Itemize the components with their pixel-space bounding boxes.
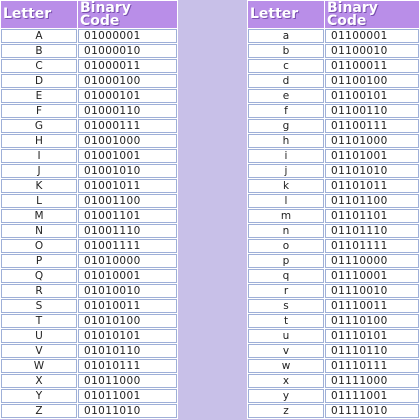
letter-cell: U <box>1 329 77 343</box>
binary-code-cell: 01111000 <box>325 374 419 388</box>
letter-cell: t <box>248 314 324 328</box>
binary-code-cell: 01101000 <box>325 134 419 148</box>
binary-code-cell: 01101001 <box>325 149 419 163</box>
binary-code-cell: 01100001 <box>325 29 419 43</box>
letter-cell: F <box>1 104 77 118</box>
binary-code-cell: 01101110 <box>325 224 419 238</box>
binary-code-cell: 01001010 <box>78 164 177 178</box>
binary-code-cell: 01000010 <box>78 44 177 58</box>
binary-code-cell: 01001000 <box>78 134 177 148</box>
table-divider <box>178 0 247 420</box>
letter-cell: E <box>1 89 77 103</box>
binary-code-cell: 01010110 <box>78 344 177 358</box>
letter-cell: x <box>248 374 324 388</box>
binary-code-cell: 01110011 <box>325 299 419 313</box>
letter-cell: m <box>248 209 324 223</box>
table-header-row <box>248 1 419 28</box>
letter-cell: Z <box>1 404 77 418</box>
binary-code-cell: 01110001 <box>325 269 419 283</box>
binary-code-cell: 01110110 <box>325 344 419 358</box>
table-row <box>1 239 177 253</box>
table-row <box>1 89 177 103</box>
table-row <box>248 329 419 343</box>
table-row <box>1 359 177 373</box>
letter-cell: e <box>248 89 324 103</box>
table-row <box>1 269 177 283</box>
table-row <box>248 149 419 163</box>
binary-code-cell: 01100110 <box>325 104 419 118</box>
letter-cell: L <box>1 194 77 208</box>
binary-code-cell: 01001001 <box>78 149 177 163</box>
table-row <box>248 179 419 193</box>
binary-code-cell: 01111001 <box>325 389 419 403</box>
letter-cell: s <box>248 299 324 313</box>
letter-cell: l <box>248 194 324 208</box>
letter-cell: N <box>1 224 77 238</box>
letter-column-header: Letter <box>1 1 77 28</box>
table-row <box>1 389 177 403</box>
letter-cell: a <box>248 29 324 43</box>
binary-code-cell: 01001100 <box>78 194 177 208</box>
table-row <box>1 344 177 358</box>
binary-code-cell: 01011001 <box>78 389 177 403</box>
letter-cell: J <box>1 164 77 178</box>
table-row <box>248 29 419 43</box>
letter-column-header: Letter <box>248 1 324 28</box>
binary-code-cell: 01001110 <box>78 224 177 238</box>
table-row <box>1 404 177 418</box>
binary-code-cell: 01001111 <box>78 239 177 253</box>
table-row <box>1 134 177 148</box>
table-row <box>1 194 177 208</box>
letter-cell: i <box>248 149 324 163</box>
binary-code-cell: 01101011 <box>325 179 419 193</box>
table-row <box>248 74 419 88</box>
letter-cell: j <box>248 164 324 178</box>
letter-cell: S <box>1 299 77 313</box>
letter-cell: r <box>248 284 324 298</box>
table-row <box>248 314 419 328</box>
binary-code-cell: 01110101 <box>325 329 419 343</box>
binary-code-cell: 01000101 <box>78 89 177 103</box>
binary-code-cell: 01011010 <box>78 404 177 418</box>
binary-code-cell: 01010101 <box>78 329 177 343</box>
binary-code-column-header: Binary Code <box>78 1 177 28</box>
letter-cell: d <box>248 74 324 88</box>
table-row <box>1 104 177 118</box>
binary-code-column-header: Binary Code <box>325 1 419 28</box>
letter-cell: B <box>1 44 77 58</box>
binary-code-cell: 01000100 <box>78 74 177 88</box>
letter-cell: W <box>1 359 77 373</box>
binary-code-cell: 01110111 <box>325 359 419 373</box>
table-row <box>248 104 419 118</box>
letter-cell: X <box>1 374 77 388</box>
table-row <box>1 254 177 268</box>
table-row <box>248 254 419 268</box>
binary-code-cell: 01101010 <box>325 164 419 178</box>
binary-code-cell: 01101100 <box>325 194 419 208</box>
letter-cell: T <box>1 314 77 328</box>
lowercase-binary-table <box>247 0 420 419</box>
binary-code-cell: 01110000 <box>325 254 419 268</box>
letter-cell: b <box>248 44 324 58</box>
binary-code-cell: 01100010 <box>325 44 419 58</box>
binary-code-cell: 01010000 <box>78 254 177 268</box>
table-row <box>1 329 177 343</box>
binary-code-cell: 01000110 <box>78 104 177 118</box>
table-row <box>248 89 419 103</box>
binary-code-cell: 01011000 <box>78 374 177 388</box>
table-row <box>1 179 177 193</box>
letter-cell: O <box>1 239 77 253</box>
binary-code-cell: 01010111 <box>78 359 177 373</box>
letter-cell: h <box>248 134 324 148</box>
table-row <box>248 269 419 283</box>
letter-cell: M <box>1 209 77 223</box>
table-row <box>248 239 419 253</box>
letter-cell: y <box>248 389 324 403</box>
uppercase-binary-table <box>0 0 178 419</box>
table-row <box>1 59 177 73</box>
binary-code-cell: 01100011 <box>325 59 419 73</box>
table-row <box>248 44 419 58</box>
table-row <box>248 194 419 208</box>
letter-cell: k <box>248 179 324 193</box>
table-row <box>248 284 419 298</box>
letter-cell: g <box>248 119 324 133</box>
letter-cell: V <box>1 344 77 358</box>
letter-cell: K <box>1 179 77 193</box>
binary-code-cell: 01001011 <box>78 179 177 193</box>
binary-code-cell: 01101111 <box>325 239 419 253</box>
table-row <box>1 149 177 163</box>
letter-cell: G <box>1 119 77 133</box>
table-row <box>1 374 177 388</box>
lowercase-table-body <box>248 29 419 418</box>
table-row <box>248 389 419 403</box>
letter-cell: c <box>248 59 324 73</box>
uppercase-table-body <box>1 29 177 418</box>
letter-cell: Y <box>1 389 77 403</box>
binary-code-cell: 01001101 <box>78 209 177 223</box>
table-row <box>1 314 177 328</box>
letter-cell: v <box>248 344 324 358</box>
table-row <box>1 164 177 178</box>
binary-code-cell: 01110010 <box>325 284 419 298</box>
binary-code-cell: 01101101 <box>325 209 419 223</box>
table-row <box>248 119 419 133</box>
letter-cell: n <box>248 224 324 238</box>
table-row <box>248 359 419 373</box>
binary-code-cell: 01100101 <box>325 89 419 103</box>
table-row <box>248 404 419 418</box>
binary-code-cell: 01100111 <box>325 119 419 133</box>
letter-cell: p <box>248 254 324 268</box>
binary-code-cell: 01110100 <box>325 314 419 328</box>
binary-code-cell: 01010001 <box>78 269 177 283</box>
binary-code-cell: 01000001 <box>78 29 177 43</box>
binary-code-cell: 01010010 <box>78 284 177 298</box>
table-row <box>248 224 419 238</box>
letter-cell: P <box>1 254 77 268</box>
table-row <box>248 209 419 223</box>
table-row <box>1 299 177 313</box>
letter-cell: I <box>1 149 77 163</box>
binary-code-cell: 01000111 <box>78 119 177 133</box>
table-row <box>1 209 177 223</box>
table-row <box>248 59 419 73</box>
table-row <box>248 299 419 313</box>
binary-code-cell: 01100100 <box>325 74 419 88</box>
binary-code-cell: 01000011 <box>78 59 177 73</box>
letter-cell: C <box>1 59 77 73</box>
table-row <box>248 164 419 178</box>
table-row <box>248 344 419 358</box>
binary-code-cell: 01010011 <box>78 299 177 313</box>
letter-cell: H <box>1 134 77 148</box>
table-row <box>1 224 177 238</box>
table-row <box>1 119 177 133</box>
letter-cell: A <box>1 29 77 43</box>
letter-cell: R <box>1 284 77 298</box>
letter-cell: z <box>248 404 324 418</box>
binary-code-cell: 01111010 <box>325 404 419 418</box>
table-row <box>248 374 419 388</box>
letter-cell: f <box>248 104 324 118</box>
table-row <box>1 29 177 43</box>
table-row <box>1 74 177 88</box>
letter-cell: D <box>1 74 77 88</box>
binary-code-cell: 01010100 <box>78 314 177 328</box>
table-row <box>1 284 177 298</box>
letter-cell: o <box>248 239 324 253</box>
letter-cell: q <box>248 269 324 283</box>
letter-cell: Q <box>1 269 77 283</box>
table-row <box>1 44 177 58</box>
letter-cell: w <box>248 359 324 373</box>
table-row <box>248 134 419 148</box>
letter-cell: u <box>248 329 324 343</box>
table-header-row <box>1 1 177 28</box>
